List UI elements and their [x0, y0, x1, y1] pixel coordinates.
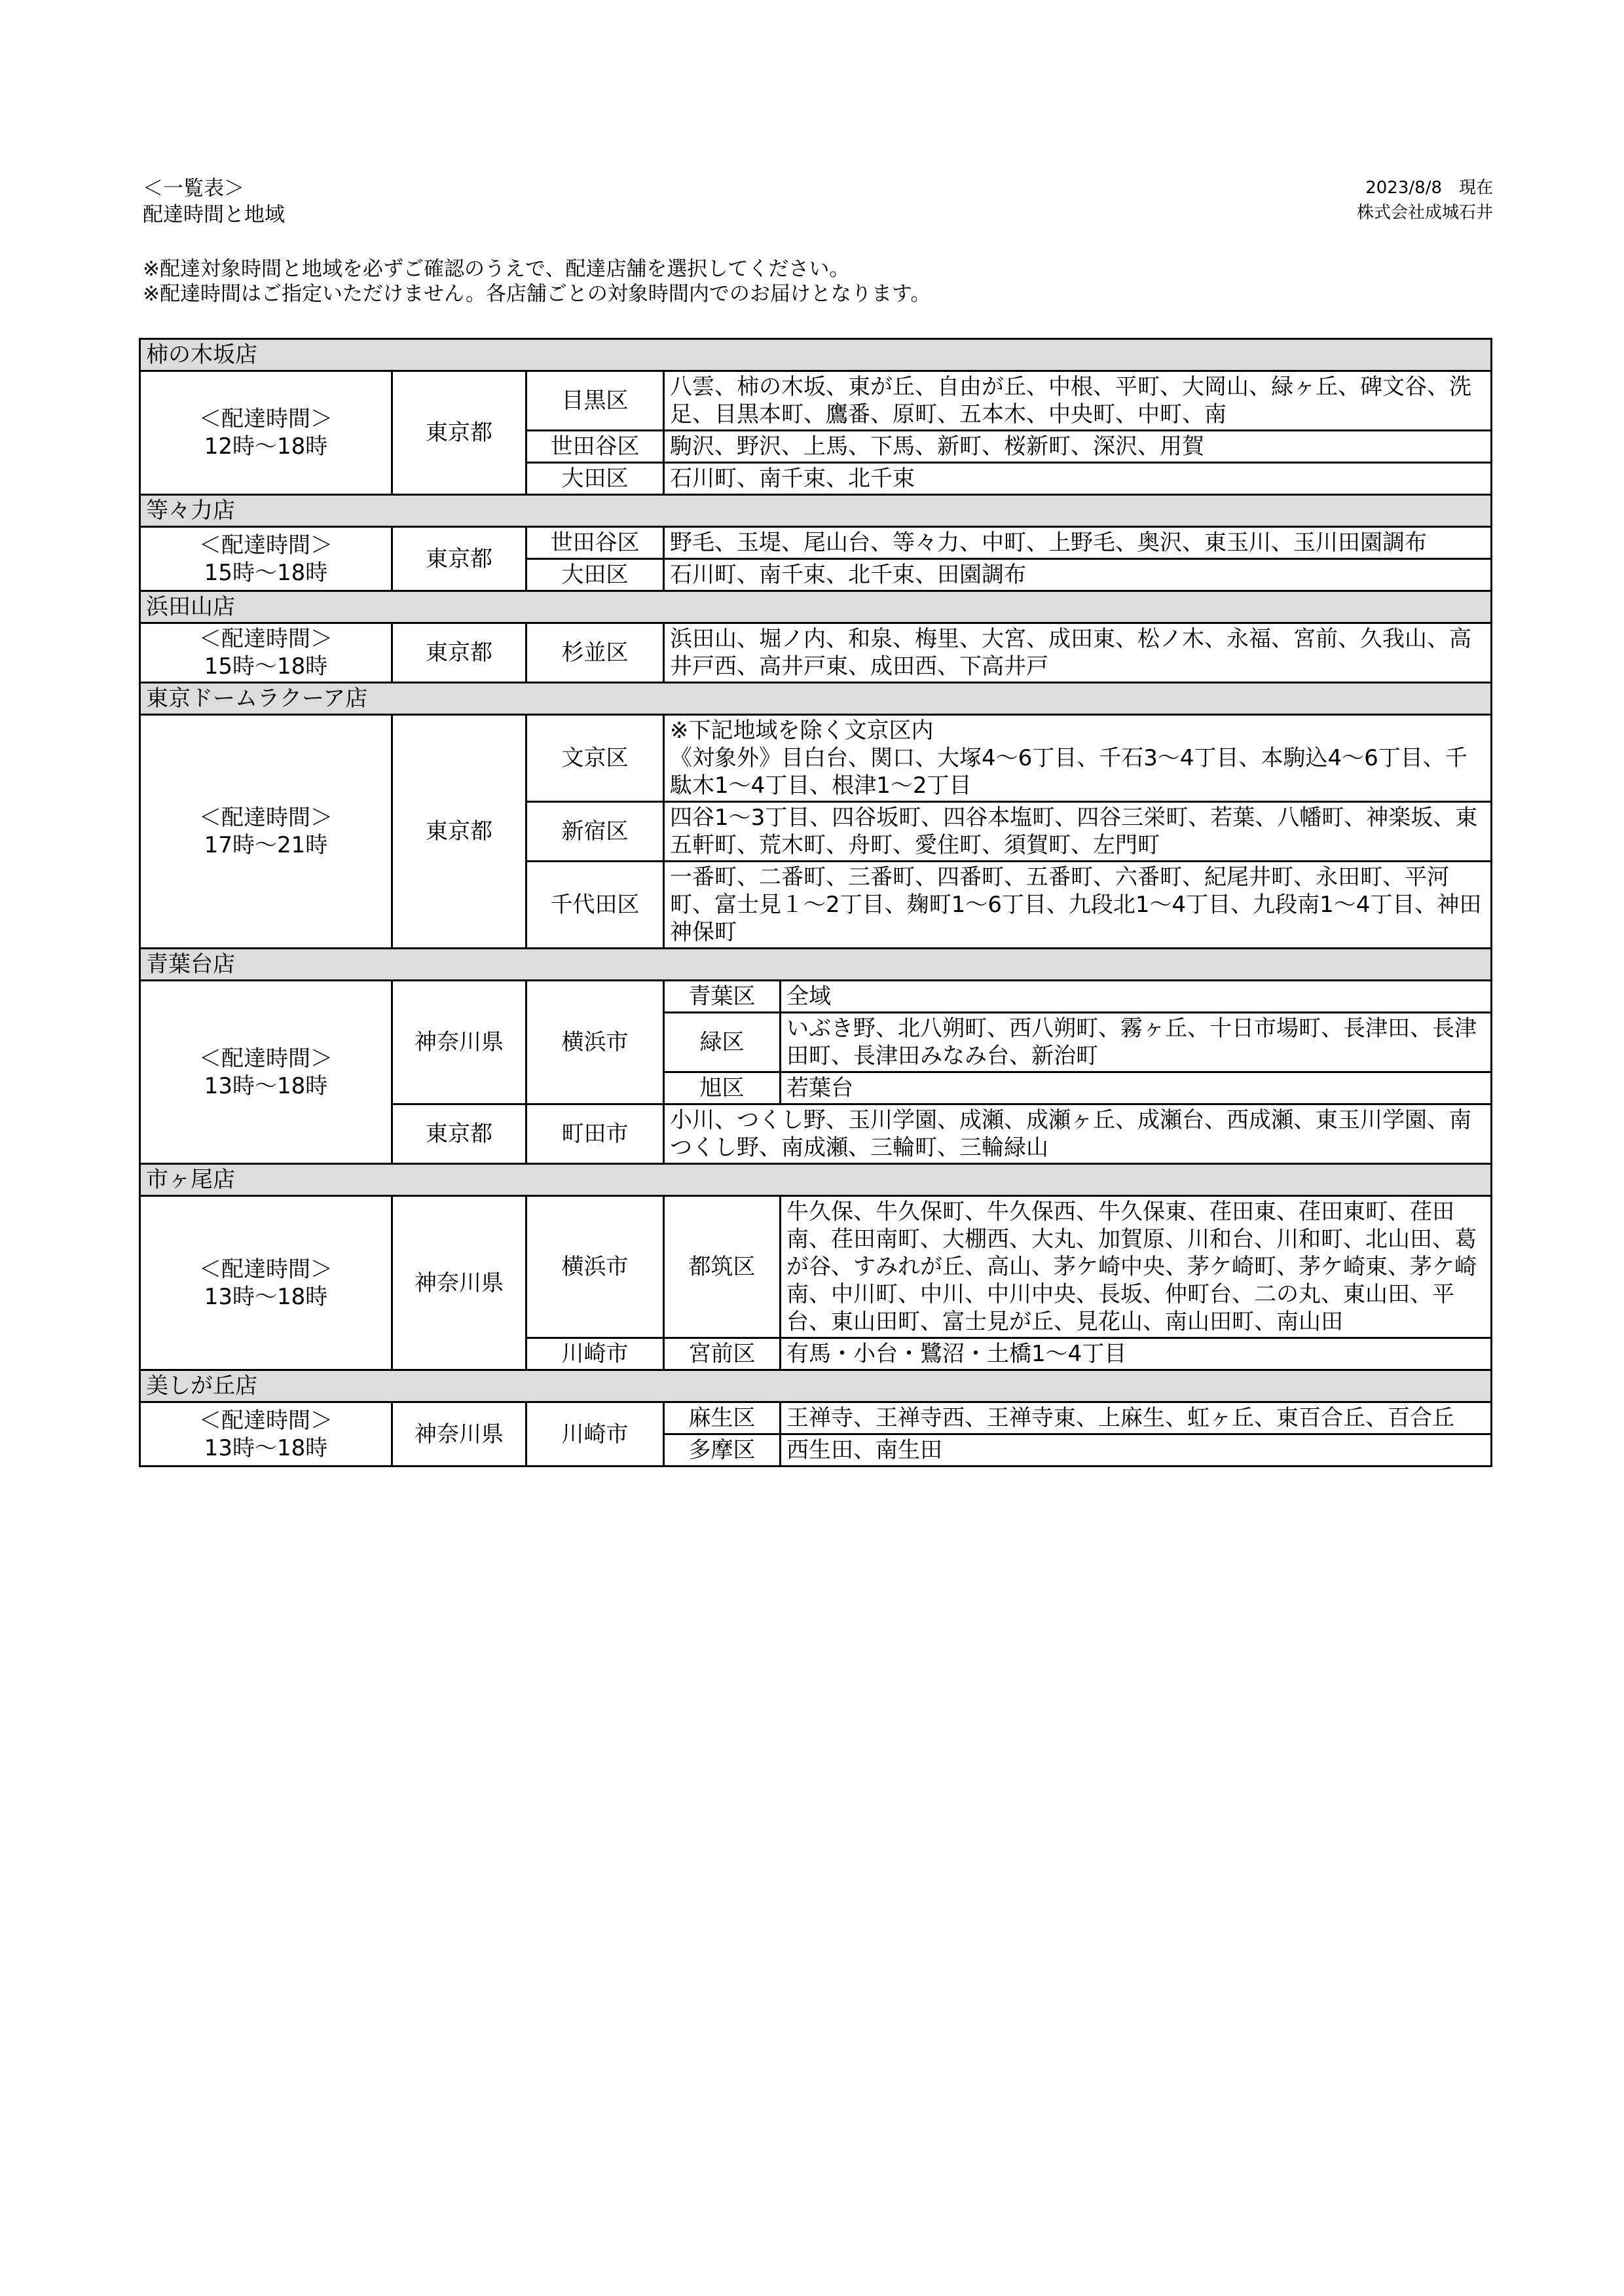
ward: 宮前区: [664, 1338, 781, 1370]
doc-title: ＜一覧表＞: [143, 177, 244, 200]
ward: 世田谷区: [526, 527, 664, 559]
table-row: [140, 981, 1492, 1013]
table-row: [140, 1402, 1492, 1434]
header-left: [143, 175, 285, 228]
delivery-hours: ＜配達時間＞ 12時～18時: [140, 371, 392, 495]
table-row: [140, 715, 1492, 802]
areas: 四谷1～3丁目、四谷坂町、四谷本塩町、四谷三栄町、若葉、八幡町、神楽坂、東五軒町、荒木町、舟町、愛住町、須賀町、左門町: [664, 802, 1492, 862]
prefecture: 神奈川県: [392, 1196, 526, 1370]
city: 川崎市: [526, 1402, 664, 1467]
doc-subtitle: 配達時間と地域: [143, 203, 285, 227]
areas: 石川町、南千束、北千束、田園調布: [664, 559, 1492, 591]
areas: 浜田山、堀ノ内、和泉、梅里、大宮、成田東、松ノ木、永福、宮前、久我山、高井戸西、高井戸東、成田西、下高井戸: [664, 623, 1492, 683]
ward: 杉並区: [526, 623, 664, 683]
city: 横浜市: [526, 981, 664, 1104]
store-header-row: [140, 495, 1492, 527]
doc-date: 2023/8/8 現在: [1365, 178, 1493, 198]
store-name: 柿の木坂店: [140, 339, 1492, 371]
areas: 一番町、二番町、三番町、四番町、五番町、六番町、紀尾井町、永田町、平河町、富士見１～2丁目、麹町1～6丁目、九段北1～4丁目、九段南1～4丁目、神田神保町: [664, 862, 1492, 949]
note-line: ※配達時間はご指定いただけません。各店舗ごとの対象時間内でのお届けとなります。: [143, 282, 931, 306]
store-name: 市ヶ尾店: [140, 1164, 1492, 1196]
city: 横浜市: [526, 1196, 664, 1338]
ward: 千代田区: [526, 862, 664, 949]
areas: 王禅寺、王禅寺西、王禅寺東、上麻生、虹ヶ丘、東百合丘、百合丘: [781, 1402, 1492, 1434]
ward: 旭区: [664, 1072, 781, 1104]
delivery-hours: ＜配達時間＞ 13時～18時: [140, 981, 392, 1164]
header-right: [1357, 175, 1493, 225]
delivery-table: [139, 338, 1492, 1467]
areas: 駒沢、野沢、上馬、下馬、新町、桜新町、深沢、用賀: [664, 431, 1492, 463]
store-name: 等々力店: [140, 495, 1492, 527]
store-header-row: [140, 949, 1492, 981]
table-row: [140, 1196, 1492, 1338]
areas: 若葉台: [781, 1072, 1492, 1104]
ward: 文京区: [526, 715, 664, 802]
table-row: [140, 371, 1492, 431]
delivery-hours: ＜配達時間＞ 13時～18時: [140, 1402, 392, 1467]
prefecture: 東京都: [392, 1104, 526, 1164]
areas: 八雲、柿の木坂、東が丘、自由が丘、中根、平町、大岡山、緑ヶ丘、碑文谷、洗足、目黒本町、鷹番、原町、五本木、中央町、中町、南: [664, 371, 1492, 431]
delivery-hours: ＜配達時間＞ 17時～21時: [140, 715, 392, 949]
city: 町田市: [526, 1104, 664, 1164]
ward: 大田区: [526, 559, 664, 591]
areas: 牛久保、牛久保町、牛久保西、牛久保東、荏田東、荏田東町、荏田南、荏田南町、大棚西、大丸、加賀原、川和台、川和町、北山田、葛が谷、すみれが丘、高山、茅ケ崎中央、茅ケ崎町、茅ケ崎東、茅ケ崎南、中川町、中川、中川中央、長坂、仲町台、二の丸、東山田、平台、東山田町、富士見が丘、見花山、南山田町、南山田: [781, 1196, 1492, 1338]
table-row: [140, 527, 1492, 559]
areas: 有馬・小台・鷺沼・土橋1～4丁目: [781, 1338, 1492, 1370]
prefecture: 東京都: [392, 371, 526, 495]
company-name: 株式会社成城石井: [1356, 203, 1493, 223]
ward: 緑区: [664, 1013, 781, 1072]
ward: 新宿区: [526, 802, 664, 862]
store-header-row: [140, 591, 1492, 623]
areas: 小川、つくし野、玉川学園、成瀬、成瀬ヶ丘、成瀬台、西成瀬、東玉川学園、南つくし野、南成瀬、三輪町、三輪緑山: [664, 1104, 1492, 1164]
store-name: 青葉台店: [140, 949, 1492, 981]
delivery-hours: ＜配達時間＞ 13時～18時: [140, 1196, 392, 1370]
store-header-row: [140, 1370, 1492, 1402]
areas: 全域: [781, 981, 1492, 1013]
delivery-hours: ＜配達時間＞ 15時～18時: [140, 623, 392, 683]
ward: 青葉区: [664, 981, 781, 1013]
delivery-hours: ＜配達時間＞ 15時～18時: [140, 527, 392, 591]
city: 川崎市: [526, 1338, 664, 1370]
areas: ※下記地域を除く文京区内 《対象外》目白台、関口、大塚4～6丁目、千石3～4丁目、本駒込4～6丁目、千駄木1～4丁目、根津1～2丁目: [664, 715, 1492, 802]
prefecture: 東京都: [392, 623, 526, 683]
ward: 世田谷区: [526, 431, 664, 463]
areas: いぶき野、北八朔町、西八朔町、霧ヶ丘、十日市場町、長津田、長津田町、長津田みなみ台、新治町: [781, 1013, 1492, 1072]
store-header-row: [140, 1164, 1492, 1196]
store-name: 浜田山店: [140, 591, 1492, 623]
notes: [143, 257, 931, 306]
prefecture: 東京都: [392, 527, 526, 591]
note-line: ※配達対象時間と地域を必ずご確認のうえで、配達店舗を選択してください。: [143, 257, 850, 281]
prefecture: 東京都: [392, 715, 526, 949]
ward: 多摩区: [664, 1434, 781, 1467]
store-header-row: [140, 683, 1492, 715]
areas: 西生田、南生田: [781, 1434, 1492, 1467]
store-name: 東京ドームラクーア店: [140, 683, 1492, 715]
ward: 麻生区: [664, 1402, 781, 1434]
areas: 野毛、玉堤、尾山台、等々力、中町、上野毛、奥沢、東玉川、玉川田園調布: [664, 527, 1492, 559]
store-header-row: [140, 339, 1492, 371]
table-row: [140, 623, 1492, 683]
ward: 都筑区: [664, 1196, 781, 1338]
areas: 石川町、南千束、北千束: [664, 463, 1492, 495]
prefecture: 神奈川県: [392, 1402, 526, 1467]
ward: 大田区: [526, 463, 664, 495]
store-name: 美しが丘店: [140, 1370, 1492, 1402]
prefecture: 神奈川県: [392, 981, 526, 1104]
ward: 目黒区: [526, 371, 664, 431]
